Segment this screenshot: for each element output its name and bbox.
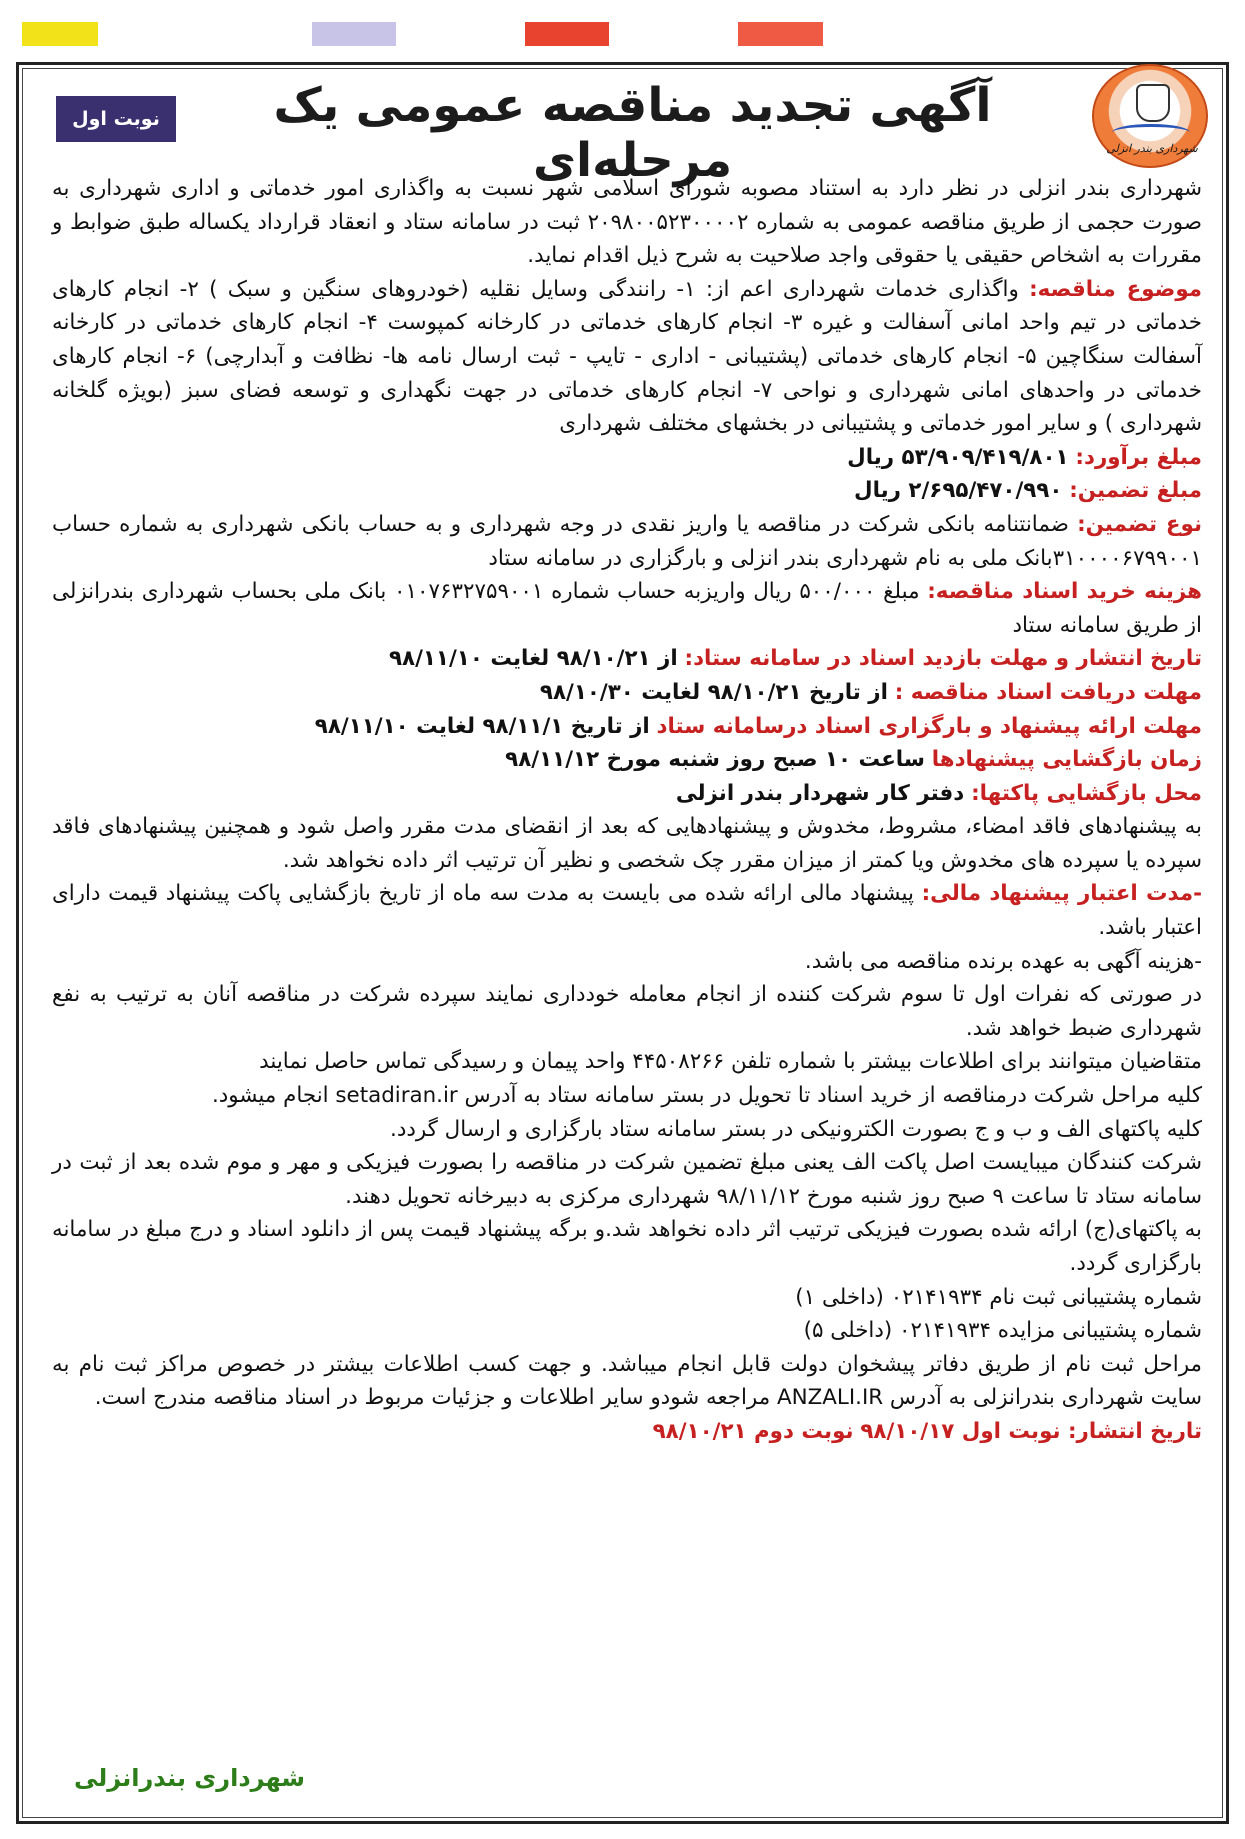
color-bar-lavender: [312, 22, 396, 46]
opening-time-row: [52, 743, 1202, 777]
anzali-municipality-emblem-icon: [1092, 64, 1208, 168]
guarantee-type-text: ضمانتنامه بانکی شرکت در مناقصه یا واریز نقدی در وجه شهرداری و به حساب بانکی شهرداری به شماره حساب ۳۱۰۰۰۰۶۷۹۹۰۰۱بانک ملی به نام شهرداری بندر انزلی و بارگزاری در سامانه ستاد: [52, 511, 1202, 571]
docs-cost-label: هزینه خرید اسناد مناقصه:: [927, 579, 1202, 605]
guarantee-type-row: [52, 508, 1202, 575]
edition-badge: نوبت اول: [56, 96, 176, 142]
waves-icon: [1112, 124, 1190, 141]
support-auction-line: شماره پشتیبانی مزایده ۰۲۱۴۱۹۳۴ (داخلی ۵): [803, 1318, 1202, 1344]
guarantee-amount-value: ۲/۶۹۵/۴۷۰/۹۹۰ ریال: [854, 478, 1063, 504]
contact-paragraph: متقاضیان میتوانند برای اطلاعات بیشتر با شماره تلفن ۴۴۵۰۸۲۶۶ واحد پیمان و رسیدگی تماس حاصل نمایند: [259, 1049, 1202, 1075]
publication-row: [52, 1415, 1202, 1449]
announcement-body: [52, 172, 1202, 1449]
ad-cost-paragraph: -هزینه آگهی به عهده برنده مناقصه می باشد.: [804, 948, 1202, 974]
guarantee-amount-row: [52, 474, 1202, 508]
estimate-value: ۵۳/۹۰۹/۴۱۹/۸۰۱ ریال: [847, 444, 1069, 470]
receive-deadline-value: از تاریخ ۹۸/۱۰/۲۱ لغایت ۹۸/۱۰/۳۰: [539, 679, 888, 705]
registration-paragraph: مراحل ثبت نام از طریق دفاتر پیشخوان دولت قابل انجام میباشد. و جهت کسب اطلاعات بیشتر در خصوص مراکز ثبت نام به سایت شهرداری بندرانزلی به آدرس ANZALI.IR مراجعه شودو سایر اطلاعات و جزئیات مربوط در اسناد مناقصه مندرج است.: [52, 1351, 1202, 1411]
color-bar-red: [525, 22, 609, 46]
opening-place-label: محل بازگشایی پاکتها:: [971, 780, 1202, 806]
support-registration-line: شماره پشتیبانی ثبت نام ۰۲۱۴۱۹۳۴ (داخلی ۱): [795, 1284, 1202, 1310]
rejection-paragraph: به پیشنهادهای فاقد امضاء، مشروط، مخدوش و پیشنهادهایی که بعد از انقضای مدت مقرر واصل شود و همچنین پیشنهادهای فاقد سپرده یا سپرده های مخدوش ویا کمتر از میزان مقرر چک شخصی و نظیر آن ترتیب اثر داده نخواهد شد.: [52, 814, 1202, 873]
publication-second: نوبت دوم ۹۸/۱۰/۲۱: [652, 1418, 854, 1444]
submit-deadline-row: [52, 710, 1202, 744]
validity-label: -مدت اعتبار پیشنهاد مالی:: [921, 881, 1202, 907]
subject-label: موضوع مناقصه:: [1029, 276, 1202, 302]
envelopes-paragraph: کلیه پاکتهای الف و ب و ج بصورت الکترونیکی در بستر سامانه ستاد بارگزاری و ارسال گردد.: [390, 1116, 1202, 1142]
crown-icon: [1136, 84, 1170, 122]
submit-deadline-label: مهلت ارائه پیشنهاد و بارگزاری اسناد درسامانه ستاد: [656, 713, 1202, 739]
opening-time-label: زمان بازگشایی پیشنهادها: [931, 747, 1202, 773]
guarantee-amount-label: مبلغ تضمین:: [1069, 478, 1202, 504]
opening-place-value: دفتر کار شهردار بندر انزلی: [675, 780, 965, 806]
submit-deadline-value: از تاریخ ۹۸/۱۱/۱ لغایت ۹۸/۱۱/۱۰: [314, 713, 650, 739]
validity-text: پیشنهاد مالی ارائه شده می بایست به مدت سه ماه از تاریخ بازگشایی پاکت پیشنهاد قیمت دارای اعتبار باشد.: [52, 881, 1202, 941]
physical-submission-paragraph: شرکت کنندگان میبایست اصل پاکت الف یعنی مبلغ تضمین شرکت در مناقصه را بصورت فیزیکی و مهر و موم شده بعد از ثبت در سامانه ستاد تا ساعت ۹ صبح روز شنبه مورخ ۹۸/۱۱/۱۲ شهرداری مرکزی به دبیرخانه تحویل دهند.: [52, 1150, 1202, 1209]
guarantee-type-label: نوع تضمین:: [1077, 511, 1202, 537]
receive-deadline-label: مهلت دریافت اسناد مناقصه :: [894, 679, 1202, 705]
docs-cost-row: [52, 575, 1202, 642]
color-bar-yellow: [22, 22, 98, 46]
subject-row: [52, 273, 1202, 441]
color-bar-coral: [738, 22, 823, 46]
estimate-row: [52, 441, 1202, 475]
page-title: آگهی تجدید مناقصه عمومی یک مرحله‌ای: [273, 78, 992, 188]
publication-label: تاریخ انتشار: نوبت اول ۹۸/۱۰/۱۷: [860, 1418, 1202, 1444]
logo-text: شهرداری بندر انزلی: [1106, 142, 1198, 155]
signature: شهرداری بندرانزلی: [74, 1764, 306, 1792]
docs-cost-text: مبلغ ۵۰۰/۰۰۰ ریال واریزبه حساب شماره ۰۱۰۷۶۳۲۷۵۹۰۰۱ بانک ملی بحساب شهرداری بندرانزلی از طریق سامانه ستاد: [52, 579, 1202, 638]
opening-time-value: ساعت ۱۰ صبح روز شنبه مورخ ۹۸/۱۱/۱۲: [505, 747, 925, 773]
process-paragraph: کلیه مراحل شرکت درمناقصه از خرید اسناد تا تحویل در بستر سامانه ستاد به آدرس setadiran.ir انجام میشود.: [211, 1083, 1202, 1109]
subject-text: واگذاری خدمات شهرداری اعم از: ۱- رانندگی وسایل نقلیه (خودروهای سنگین و سبک ) ۲- انجام کارهای خدماتی در تیم واحد امانی آسفالت و غیره ۳- انجام کارهای خدماتی در کارخانه کمپوست ۴- انجام کارهای خدماتی در کارخانه آسفالت سنگاچین ۵- انجام کارهای خدماتی (پشتیبانی - اداری - تایپ - ثبت ارسال نامه ها- نظافت و آبدارچی) ۶- انجام کارهای خدماتی در واحدهای امانی شهرداری و نواحی ۷- انجام کارهای خدماتی در جهت نگهداری و توسعه فضای سبز (بویژه گلخانه شهرداری ) و سایر امور خدماتی و پشتیبانی در بخشهای مختلف شهرداری: [52, 276, 1203, 437]
estimate-label: مبلغ برآورد:: [1075, 444, 1202, 470]
envelope-c-paragraph: به پاکتهای(ج) ارائه شده بصورت فیزیکی ترتیب اثر داده نخواهد شد.و برگه پیشنهاد قیمت پس از دانلود اسناد و درج مبلغ در سامانه بارگزاری گردد.: [52, 1217, 1202, 1276]
forfeit-paragraph: در صورتی که نفرات اول تا سوم شرکت کننده از انجام معامله خودداری نمایند سپرده شرکت در مناقصه آنان به ترتیب به نفع شهرداری ضبط خواهد شد.: [52, 982, 1202, 1041]
publish-date-row: [52, 642, 1202, 676]
intro-paragraph: شهرداری بندر انزلی در نظر دارد به استناد مصوبه شورای اسلامی شهر نسبت به واگذاری امور خدماتی و اداری شهرداری به صورت حجمی از طریق مناقصه عمومی به شماره ۲۰۹۸۰۰۵۲۳۰۰۰۰۲ ثبت در سامانه ستاد و انعقاد قرارداد یکساله طبق ضوابط و مقررات به اشخاص حقیقی یا حقوقی واجد صلاحیت به شرح ذیل اقدام نماید.: [52, 176, 1202, 269]
publish-date-value: از ۹۸/۱۰/۲۱ لغایت ۹۸/۱۱/۱۰: [388, 646, 678, 672]
receive-deadline-row: [52, 676, 1202, 710]
publish-date-label: تاریخ انتشار و مهلت بازدید اسناد در سامانه ستاد:: [684, 646, 1202, 672]
opening-place-row: [52, 777, 1202, 811]
validity-row: [52, 877, 1202, 944]
